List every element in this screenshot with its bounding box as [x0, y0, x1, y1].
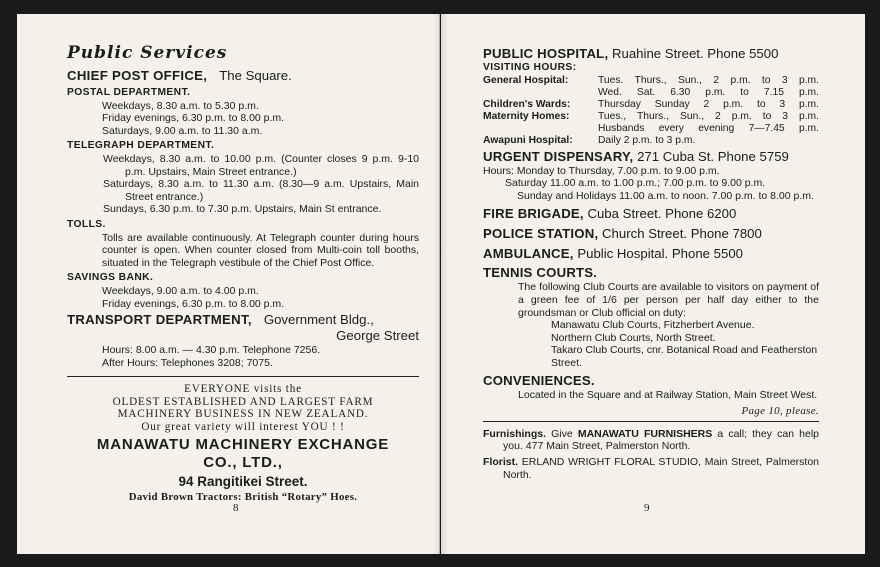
page-number: 8 [233, 502, 239, 514]
visiting-label: Children's Wards: [483, 98, 571, 110]
furnishings-entry [483, 428, 819, 453]
tennis-court: Northern Club Courts, North Street. [551, 331, 716, 344]
ambulance-name: AMBULANCE, [483, 246, 574, 262]
tolls-text: Tolls are available continuously. At Telegraph counter during hours counter is open. When counter closed from Multi-coin toll booths, situated in the Telegraph vestibule of the Chief Post Office. [102, 231, 419, 269]
conveniences-text: Located in the Square and at Railway Station, Main Street West. [518, 388, 818, 401]
ad-address: 94 Rangitikei Street. [178, 474, 308, 490]
visiting-row [483, 135, 819, 147]
advertisement [67, 383, 419, 503]
ad-tractors: David Brown Tractors: British “Rotary” Hoes. [128, 490, 358, 503]
dispensary-name: URGENT DISPENSARY, [483, 148, 634, 164]
tennis-text: The following Club Courts are available to visitors on payment of a green fee of 1/6 per person per half day either to the groundsman or Club official on duty: [518, 281, 819, 319]
ad-line: MACHINERY BUSINESS IN NEW ZEALAND. [117, 408, 369, 421]
telegraph-heading: TELEGRAPH DEPARTMENT. [67, 140, 215, 152]
transport-hours: Hours: 8.00 a.m. — 4.30 p.m. Telephone 7256. [102, 344, 321, 357]
furnishings-pre: Give [551, 427, 573, 440]
dispensary-hours: Hours: Monday to Thursday, 7.00 p.m. to 9.00 p.m. [483, 164, 720, 177]
hospital-heading [483, 46, 819, 62]
visiting-hours-table [483, 75, 819, 147]
page-number: 9 [644, 502, 650, 514]
transport-after-hours: After Hours: Telephones 3208; 7075. [102, 356, 273, 369]
right-page-content [483, 46, 819, 481]
visiting-value: Tues. Thurs., Sun., 2 p.m. to 3 p.m. [598, 74, 819, 86]
visiting-value: Wed. Sat. 6.30 p.m. to 7.15 p.m. [598, 86, 819, 98]
dispensary-details: 271 Cuba St. Phone 5759 [637, 148, 789, 164]
transport-name: TRANSPORT DEPARTMENT, [67, 312, 252, 328]
ad-company: MANAWATU MACHINERY EXCHANGE [96, 436, 390, 454]
ad-line: EVERYONE visits the [184, 383, 302, 396]
left-page [17, 14, 440, 554]
visiting-label: Maternity Homes: [483, 110, 570, 122]
visiting-value: Husbands every evening 7—7.45 p.m. [598, 122, 819, 134]
chief-post-office-address: The Square. [219, 68, 292, 83]
visiting-value: Daily 2 p.m. to 3 p.m. [598, 134, 696, 146]
visiting-value: Tues., Thurs., Sun., 2 p.m. to 3 p.m. [598, 110, 819, 122]
visiting-label [483, 87, 598, 99]
tennis-heading-text: TENNIS COURTS. [483, 265, 598, 281]
tolls-heading: TOLLS. [67, 218, 106, 230]
furnishings-label: Furnishings. [483, 427, 546, 440]
visiting-row [483, 123, 819, 135]
conveniences-heading [483, 373, 819, 389]
ambulance-details: Public Hospital. Phone 5500 [577, 246, 744, 262]
dispensary-hours: Saturday 11.00 a.m. to 1.00 p.m.; 7.00 p.m. to 9.00 p.m. [505, 177, 766, 190]
chief-post-office-name: CHIEF POST OFFICE, [67, 68, 208, 83]
savings-heading: SAVINGS BANK. [67, 272, 154, 284]
ambulance-heading [483, 246, 819, 262]
fire-brigade-heading [483, 206, 819, 222]
florist-label: Florist. [483, 455, 519, 468]
page-turn-note: Page 10, please. [741, 405, 819, 418]
tennis-court: Manawatu Club Courts, Fitzherbert Avenue. [551, 319, 755, 332]
visiting-value: Thursday Sunday 2 p.m. to 3 p.m. [598, 98, 819, 110]
visiting-label: Awapuni Hospital: [483, 134, 573, 146]
visiting-label: General Hospital: [483, 74, 569, 86]
furnishings-post: a call; they can help you. 477 Main Street, Palmerston North. [503, 427, 819, 453]
left-page-content [67, 44, 419, 503]
furnishings-name: MANAWATU FURNISHERS [577, 427, 713, 440]
page-title: Public Services [67, 43, 228, 63]
transport-heading [67, 312, 419, 328]
savings-line: Weekdays, 9.00 a.m. to 4.00 p.m. [102, 284, 259, 297]
ad-line: Our great variety will interest YOU ! ! [141, 420, 345, 433]
dispensary-hours: Sunday and Holidays 11.00 a.m. to noon. 7.00 p.m. to 8.00 p.m. [517, 189, 814, 202]
tennis-heading [483, 265, 819, 281]
postal-line: Weekdays, 8.30 a.m. to 5.30 p.m. [102, 99, 259, 112]
divider [483, 421, 819, 422]
hospital-name: PUBLIC HOSPITAL, [483, 46, 609, 61]
conveniences-heading-text: CONVENIENCES. [483, 372, 595, 388]
divider [67, 376, 419, 377]
fire-brigade-details: Cuba Street. Phone 6200 [587, 206, 737, 222]
police-details: Church Street. Phone 7800 [602, 226, 762, 242]
visiting-label [483, 123, 598, 135]
visiting-row [483, 99, 819, 111]
savings-line: Friday evenings, 6.30 p.m. to 8.00 p.m. [102, 297, 285, 310]
telegraph-line: Weekdays, 8.30 a.m. to 10.00 p.m. (Counter closes 9 p.m. 9-10 p.m. Upstairs, Main Street entrance.) [103, 152, 419, 178]
florist-text: ERLAND WRIGHT FLORAL STUDIO, Main Street, Palmerston North. [503, 455, 819, 481]
transport-address: Government Bldg., [263, 312, 374, 328]
visiting-row [483, 111, 819, 123]
florist-entry [483, 456, 819, 481]
chief-post-office-heading [67, 68, 419, 84]
telegraph-line: Saturdays, 8.30 a.m. to 11.30 a.m. (8.30—9 a.m. Upstairs, Main Street entrance.) [103, 178, 419, 203]
police-name: POLICE STATION, [483, 226, 599, 242]
right-page [441, 14, 865, 554]
tennis-court: Takaro Club Courts, cnr. Botanical Road and Featherston Street. [551, 344, 818, 369]
visiting-row [483, 87, 819, 99]
fire-brigade-name: FIRE BRIGADE, [483, 206, 584, 222]
police-heading [483, 226, 819, 242]
visiting-heading: VISITING HOURS: [483, 62, 577, 73]
hospital-details: Ruahine Street. Phone 5500 [611, 46, 779, 61]
postal-line: Saturdays, 9.00 a.m. to 11.30 a.m. [102, 124, 263, 137]
postal-heading: POSTAL DEPARTMENT. [67, 87, 191, 98]
visiting-row [483, 75, 819, 87]
postal-line: Friday evenings, 6.30 p.m. to 8.00 p.m. [102, 112, 285, 125]
telegraph-line: Sundays, 6.30 p.m. to 7.30 p.m. Upstairs, Main St entrance. [103, 203, 382, 216]
transport-address-street: George Street [336, 328, 419, 344]
dispensary-heading [483, 149, 819, 165]
ad-line: OLDEST ESTABLISHED AND LARGEST FARM [112, 395, 374, 408]
ad-company-suffix: CO., LTD., [203, 454, 283, 472]
